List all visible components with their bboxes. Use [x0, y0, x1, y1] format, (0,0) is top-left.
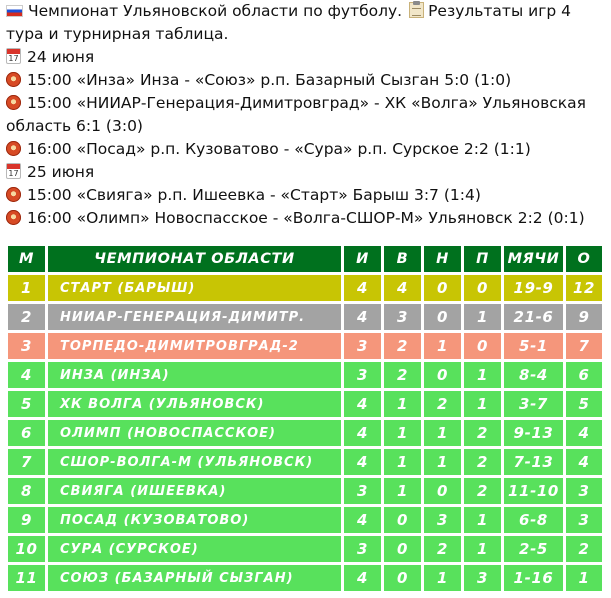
standing-draws: 1: [424, 420, 464, 446]
standing-points: 2: [566, 536, 602, 562]
standing-position: 6: [8, 420, 48, 446]
standing-goals: 5-1: [504, 333, 566, 359]
standing-losses: 3: [464, 565, 504, 591]
standing-losses: 1: [464, 391, 504, 417]
standing-goals: 21-6: [504, 304, 566, 330]
title-line: Чемпионат Ульяновской области по футболу.: [28, 2, 403, 20]
calendar-icon: [6, 163, 21, 179]
standing-points: 3: [566, 478, 602, 504]
standing-draws: 1: [424, 449, 464, 475]
standing-losses: 2: [464, 420, 504, 446]
match-line: [6, 184, 606, 207]
standing-points: 1: [566, 565, 602, 591]
standing-team: СТАРТ (БАРЫШ): [48, 275, 344, 301]
standing-points: 3: [566, 507, 602, 533]
standing-draws: 2: [424, 391, 464, 417]
standing-games: 4: [344, 449, 384, 475]
match-text: 16:00 «Посад» р.п. Кузоватово - «Сура» р.п. Сурское 2:2 (1:1): [27, 140, 531, 158]
standing-draws: 0: [424, 275, 464, 301]
standing-team: СШОР-ВОЛГА-М (УЛЬЯНОВСК): [48, 449, 344, 475]
standing-team: ХК ВОЛГА (УЛЬЯНОВСК): [48, 391, 344, 417]
standing-games: 4: [344, 391, 384, 417]
standing-games: 4: [344, 507, 384, 533]
football-icon: [6, 210, 21, 225]
football-icon: [6, 141, 21, 156]
table-row: [8, 449, 602, 475]
table-row: [8, 304, 602, 330]
standing-wins: 0: [384, 565, 424, 591]
standing-wins: 1: [384, 391, 424, 417]
standing-goals: 3-7: [504, 391, 566, 417]
standing-games: 4: [344, 420, 384, 446]
standing-games: 4: [344, 275, 384, 301]
standing-wins: 1: [384, 420, 424, 446]
standing-points: 4: [566, 449, 602, 475]
standing-team: СВИЯГА (ИШЕЕВКА): [48, 478, 344, 504]
standing-team: ТОРПЕДО-ДИМИТРОВГРАД-2: [48, 333, 344, 359]
standing-position: 7: [8, 449, 48, 475]
table-row: [8, 420, 602, 446]
match-text: 15:00 «Инза» Инза - «Союз» р.п. Базарный Сызган 5:0 (1:0): [27, 71, 512, 89]
standing-points: 6: [566, 362, 602, 388]
standing-draws: 0: [424, 362, 464, 388]
standing-goals: 2-5: [504, 536, 566, 562]
match-line: [6, 138, 606, 161]
day-date: 24 июня: [27, 48, 95, 66]
table-row: [8, 362, 602, 388]
standing-losses: 2: [464, 449, 504, 475]
table-row: [8, 275, 602, 301]
standing-points: 9: [566, 304, 602, 330]
standing-draws: 2: [424, 536, 464, 562]
standing-position: 3: [8, 333, 48, 359]
standing-position: 2: [8, 304, 48, 330]
standing-team: ИНЗА (ИНЗА): [48, 362, 344, 388]
standing-games: 3: [344, 362, 384, 388]
match-line: [6, 207, 606, 230]
standing-draws: 0: [424, 304, 464, 330]
standing-games: 4: [344, 565, 384, 591]
col-header-draws: Н: [424, 246, 464, 272]
standing-position: 1: [8, 275, 48, 301]
standing-team: ПОСАД (КУЗОВАТОВО): [48, 507, 344, 533]
football-icon: [6, 72, 21, 87]
standing-team: СУРА (СУРСКОЕ): [48, 536, 344, 562]
standing-points: 7: [566, 333, 602, 359]
standing-wins: 1: [384, 449, 424, 475]
standing-wins: 2: [384, 333, 424, 359]
standing-goals: 11-10: [504, 478, 566, 504]
standing-wins: 3: [384, 304, 424, 330]
standing-games: 3: [344, 333, 384, 359]
standing-position: 8: [8, 478, 48, 504]
standing-position: 9: [8, 507, 48, 533]
football-icon: [6, 95, 21, 110]
col-header-games: И: [344, 246, 384, 272]
col-header-points: О: [566, 246, 602, 272]
standing-team: НИИАР-ГЕНЕРАЦИЯ-ДИМИТР.: [48, 304, 344, 330]
standing-losses: 1: [464, 304, 504, 330]
standings-header-row: [8, 246, 602, 272]
standing-goals: 8-4: [504, 362, 566, 388]
standings-table: [8, 243, 602, 594]
standing-games: 3: [344, 478, 384, 504]
match-line: [6, 69, 606, 92]
standing-wins: 0: [384, 536, 424, 562]
standing-losses: 0: [464, 275, 504, 301]
standing-position: 5: [8, 391, 48, 417]
table-row: [8, 391, 602, 417]
standing-goals: 9-13: [504, 420, 566, 446]
table-row: [8, 478, 602, 504]
standing-goals: 19-9: [504, 275, 566, 301]
standing-wins: 4: [384, 275, 424, 301]
post-title: [6, 0, 606, 46]
table-row: [8, 536, 602, 562]
standing-wins: 0: [384, 507, 424, 533]
post-text: [6, 0, 606, 230]
standing-goals: 1-16: [504, 565, 566, 591]
standing-games: 4: [344, 304, 384, 330]
match-line: [6, 92, 606, 138]
standing-draws: 1: [424, 333, 464, 359]
title-tail: Результаты игр 4 тура и турнирная таблица.: [6, 2, 571, 43]
standing-goals: 7-13: [504, 449, 566, 475]
standing-losses: 1: [464, 536, 504, 562]
table-row: [8, 565, 602, 591]
standing-draws: 1: [424, 565, 464, 591]
standing-draws: 0: [424, 478, 464, 504]
col-header-position: М: [8, 246, 48, 272]
standing-team: СОЮЗ (БАЗАРНЫЙ СЫЗГАН): [48, 565, 344, 591]
table-row: [8, 333, 602, 359]
standing-draws: 3: [424, 507, 464, 533]
standing-goals: 6-8: [504, 507, 566, 533]
match-text: 15:00 «Свияга» р.п. Ишеевка - «Старт» Барыш 3:7 (1:4): [27, 186, 481, 204]
standing-points: 5: [566, 391, 602, 417]
day-header: [6, 46, 606, 69]
table-row: [8, 507, 602, 533]
col-header-goals: МЯЧИ: [504, 246, 566, 272]
col-header-losses: П: [464, 246, 504, 272]
russia-flag-icon: [6, 5, 23, 17]
standing-wins: 1: [384, 478, 424, 504]
standing-wins: 2: [384, 362, 424, 388]
match-text: 15:00 «НИИАР-Генерация-Димитровград» - ХК «Волга» Ульяновская область 6:1 (3:0): [6, 94, 586, 135]
standing-position: 11: [8, 565, 48, 591]
clipboard-icon: [409, 2, 424, 18]
standing-losses: 0: [464, 333, 504, 359]
day-date: 25 июня: [27, 163, 95, 181]
standing-position: 10: [8, 536, 48, 562]
football-icon: [6, 187, 21, 202]
calendar-icon: [6, 48, 21, 64]
match-text: 16:00 «Олимп» Новоспасское - «Волга-СШОР-М» Ульяновск 2:2 (0:1): [27, 209, 585, 227]
standing-points: 4: [566, 420, 602, 446]
standing-position: 4: [8, 362, 48, 388]
standing-games: 3: [344, 536, 384, 562]
col-header-wins: В: [384, 246, 424, 272]
standing-team: ОЛИМП (НОВОСПАССКОЕ): [48, 420, 344, 446]
standing-points: 12: [566, 275, 602, 301]
standing-losses: 1: [464, 507, 504, 533]
standing-losses: 1: [464, 362, 504, 388]
standing-losses: 2: [464, 478, 504, 504]
col-header-team: ЧЕМПИОНАТ ОБЛАСТИ: [48, 246, 344, 272]
day-header: [6, 161, 606, 184]
